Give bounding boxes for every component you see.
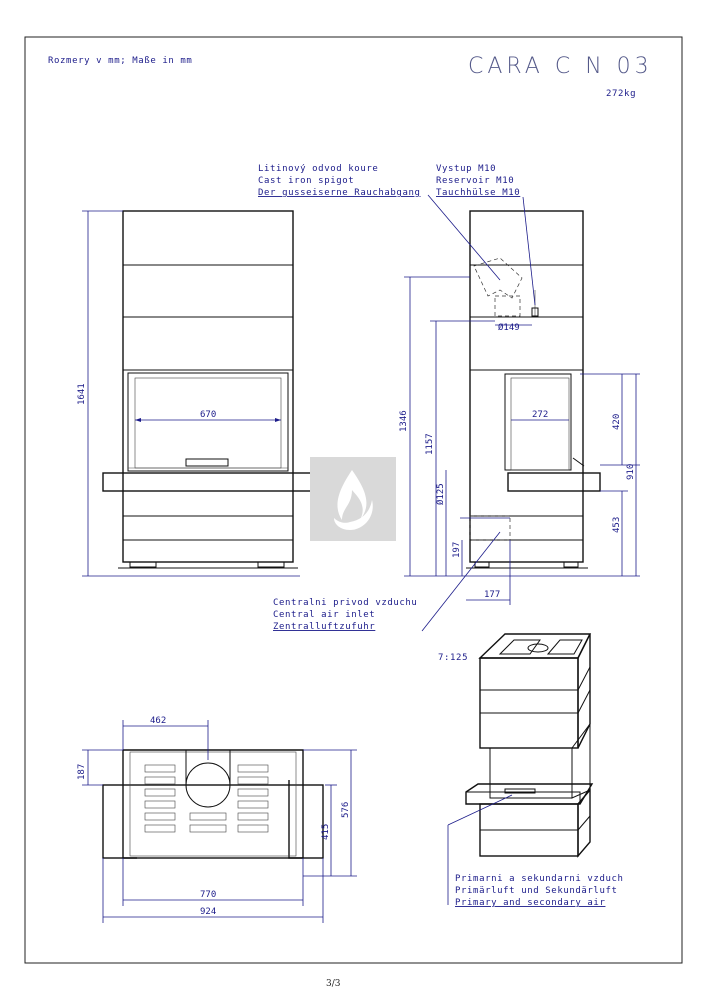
dim-side-910: 910: [626, 463, 636, 480]
air-inlet-label: [273, 532, 500, 632]
scale-label: 7:125: [438, 653, 469, 663]
front-view: [77, 211, 313, 576]
dim-plan-924: 924: [200, 907, 217, 917]
dim-front-height: 1641: [77, 383, 87, 405]
svg-text:Vystup M10: Vystup M10: [436, 164, 497, 174]
dim-plan-462: 462: [150, 716, 167, 726]
dim-side-pipe: Ø149: [498, 323, 520, 333]
dim-plan-770: 770: [200, 890, 217, 900]
svg-text:Zentralluftzufuhr: Zentralluftzufuhr: [273, 622, 376, 632]
svg-text:Tauchhülse M10: Tauchhülse M10: [436, 188, 521, 198]
dim-plan-576: 576: [341, 801, 351, 818]
svg-text:Cast iron spigot: Cast iron spigot: [258, 176, 355, 186]
svg-text:Primary and secondary air: Primary and secondary air: [455, 898, 606, 908]
svg-text:Primarni a sekundarni vzduch: Primarni a sekundarni vzduch: [455, 874, 624, 884]
dim-side-197: 197: [452, 541, 462, 558]
svg-text:Central air inlet: Central air inlet: [273, 610, 376, 620]
dim-side-177: 177: [484, 590, 501, 600]
svg-text:Reservoir M10: Reservoir M10: [436, 176, 515, 186]
svg-text:Litinový odvod koure: Litinový odvod koure: [258, 164, 379, 174]
dim-front-width: 670: [200, 410, 217, 420]
dim-side-453: 453: [612, 516, 622, 533]
dim-side-door: 272: [532, 410, 549, 420]
airflow-label: [448, 795, 624, 908]
reservoir-label: [436, 164, 535, 305]
side-view: [399, 211, 640, 605]
dim-plan-415: 415: [321, 823, 331, 840]
isometric-view: [466, 634, 592, 856]
svg-text:Centralni privod vzduchu: Centralni privod vzduchu: [273, 598, 418, 608]
model-title: CARA C N 03: [468, 54, 653, 79]
page-number: 3/3: [326, 979, 341, 989]
plan-view: [77, 716, 357, 923]
svg-text:Primärluft und Sekundärluft: Primärluft und Sekundärluft: [455, 886, 618, 896]
weight-label: 272kg: [606, 89, 637, 99]
dim-side-125: Ø125: [436, 483, 446, 505]
dim-side-h2: 1157: [425, 433, 435, 455]
flame-logo-icon: [310, 457, 396, 541]
dim-side-h1: 1346: [399, 410, 409, 432]
dim-plan-187: 187: [77, 763, 87, 780]
svg-text:Der gusseiserne Rauchabgang: Der gusseiserne Rauchabgang: [258, 188, 421, 198]
units-note: Rozmery v mm; Maße in mm: [48, 56, 193, 66]
dim-side-420: 420: [612, 413, 622, 430]
